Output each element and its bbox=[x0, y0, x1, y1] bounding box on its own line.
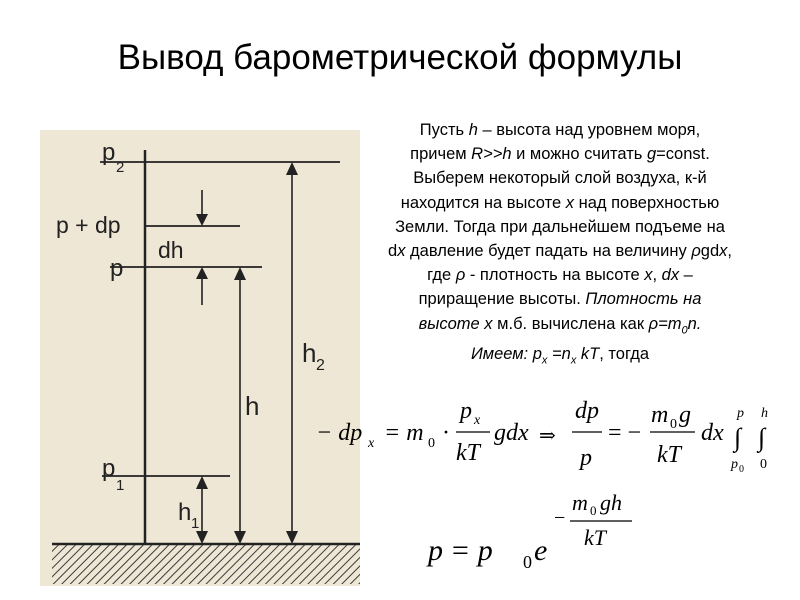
label-p-plus-dp: p + dp bbox=[56, 212, 121, 238]
slide-title: Вывод барометрической формулы bbox=[117, 38, 683, 77]
text-line: Земли. Тогда при дальнейшем подъеме на bbox=[395, 217, 725, 236]
label-dh: dh bbox=[158, 237, 184, 263]
svg-text:= m: = m bbox=[384, 420, 424, 446]
svg-text:gdx: gdx bbox=[494, 420, 529, 446]
svg-text:p: p bbox=[460, 398, 472, 424]
label-p1: p bbox=[102, 455, 116, 482]
svg-text:∫: ∫ bbox=[758, 423, 766, 452]
label-h2: h bbox=[302, 338, 317, 368]
text-line: Выберем некоторый слой воздуха, к-й bbox=[413, 169, 707, 188]
label-p: p bbox=[110, 255, 124, 282]
svg-text:dx: dx bbox=[701, 420, 724, 446]
text-line: где ρ - плотность на высоте x, dx – bbox=[427, 266, 693, 285]
svg-text:m: m bbox=[651, 402, 669, 428]
svg-text:⇒: ⇒ bbox=[539, 425, 556, 447]
svg-text:= −: = − bbox=[608, 420, 642, 446]
svg-text:p: p bbox=[731, 457, 738, 472]
svg-text:0: 0 bbox=[523, 552, 532, 572]
text-line: приращение высоты. Плотность на bbox=[418, 290, 702, 309]
svg-text:e: e bbox=[534, 534, 548, 567]
svg-text:x: x bbox=[474, 413, 481, 428]
text-line: Пусть h – высота над уровнем моря, bbox=[419, 121, 701, 139]
svg-text:kT: kT bbox=[657, 442, 681, 468]
svg-text:0: 0 bbox=[670, 417, 677, 432]
svg-text:2: 2 bbox=[316, 357, 325, 374]
svg-text:1: 1 bbox=[191, 515, 200, 532]
derivation-text bbox=[350, 118, 770, 373]
svg-text:·: · bbox=[442, 420, 450, 446]
svg-text:0: 0 bbox=[428, 436, 435, 451]
label-p2: p bbox=[102, 139, 116, 166]
svg-text:0: 0 bbox=[739, 464, 744, 475]
svg-text:g: g bbox=[679, 402, 691, 428]
text-line: находится на высоте x над поверхностью bbox=[400, 193, 720, 212]
svg-text:− dp: − dp bbox=[316, 420, 363, 446]
svg-text:p: p bbox=[737, 406, 744, 421]
svg-text:h: h bbox=[761, 406, 768, 421]
svg-text:2: 2 bbox=[116, 159, 125, 176]
svg-text:∫: ∫ bbox=[734, 423, 742, 452]
svg-text:−: − bbox=[554, 507, 566, 529]
svg-text:0: 0 bbox=[590, 503, 597, 518]
svg-text:p: p bbox=[428, 534, 443, 567]
svg-text:p: p bbox=[580, 445, 592, 471]
svg-text:m: m bbox=[572, 490, 588, 515]
svg-text:0: 0 bbox=[760, 457, 767, 472]
svg-text:x: x bbox=[368, 436, 375, 451]
svg-text:gh: gh bbox=[600, 490, 622, 515]
text-line: dx давление будет падать на величину ρgdx, bbox=[388, 242, 732, 261]
formulas bbox=[310, 390, 790, 590]
svg-text:= p: = p bbox=[450, 534, 493, 567]
text-line: Имеем: $p_x =n_x$ kT, тогда bbox=[470, 345, 650, 367]
text-line: причем R>>h и можно считать g=const. bbox=[410, 145, 710, 164]
text-line: высоте x м.б. вычислена как $\rho=m_0n$. bbox=[418, 314, 702, 336]
svg-text:1: 1 bbox=[116, 477, 125, 494]
svg-text:dp: dp bbox=[575, 398, 599, 424]
formula-barometric bbox=[426, 490, 632, 572]
label-h: h bbox=[245, 391, 260, 421]
svg-text:kT: kT bbox=[456, 440, 480, 466]
formula-differential bbox=[316, 398, 768, 475]
svg-text:kT: kT bbox=[584, 525, 606, 550]
label-h1: h bbox=[178, 499, 192, 526]
